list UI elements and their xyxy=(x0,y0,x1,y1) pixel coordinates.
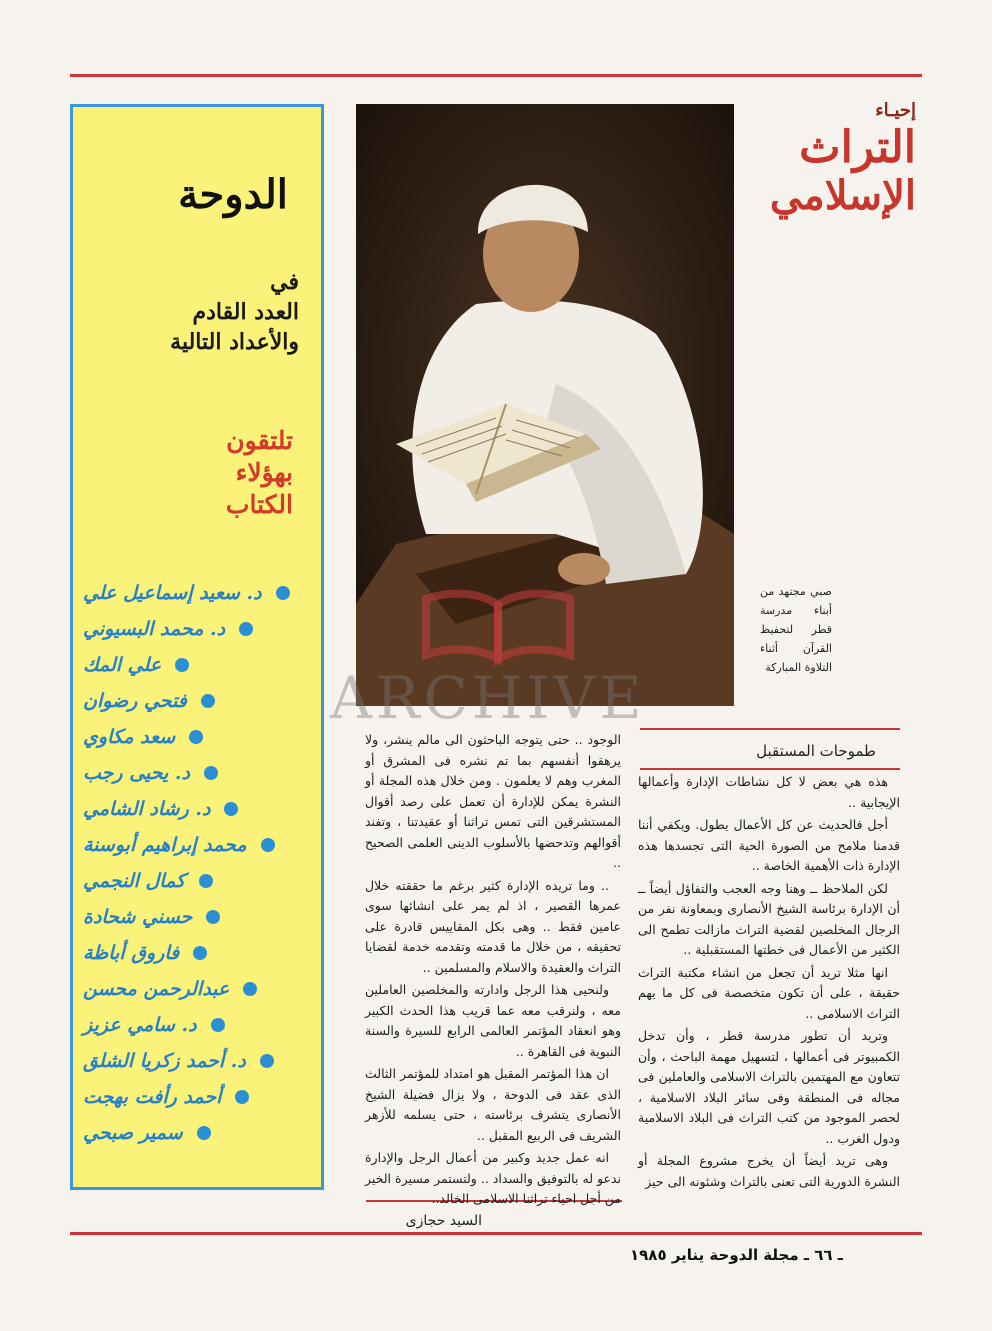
paragraph: لكن الملاحظ ــ وهنا وجه العجب والتفاؤل أيضاً ــ أن الإدارة برئاسة الشيخ الأنصارى وبمعاونة نفر من الرجال المخلصين لقضية التراث مازالت تطمح الى الكثير من الأعمال فى خطتها المستقبلية .. xyxy=(638,880,900,957)
writer-item xyxy=(83,683,313,719)
archive-book-icon xyxy=(418,585,578,663)
bullet-icon xyxy=(235,1090,249,1104)
intro-line: العدد القادم xyxy=(192,299,299,325)
writer-item xyxy=(83,971,313,1007)
bullet-icon xyxy=(243,982,257,996)
writer-name: د. أحمد زكريا الشلق xyxy=(83,1050,246,1072)
bullet-icon xyxy=(197,1126,211,1140)
writer-item xyxy=(83,611,313,647)
intro-line: والأعداد التالية xyxy=(170,329,299,355)
bullet-icon xyxy=(261,838,275,852)
upcoming-writers-box xyxy=(70,104,324,1190)
bullet-icon xyxy=(175,658,189,672)
writer-name: عبدالرحمن محسن xyxy=(83,978,230,1000)
writer-item xyxy=(83,1007,313,1043)
writer-item xyxy=(83,935,313,971)
writer-name: محمد إبراهيم أبوسنة xyxy=(83,834,247,856)
writer-name: سعد مكاوي xyxy=(83,726,176,748)
intro-line: في xyxy=(270,269,299,295)
paragraph: انها مثلا تريد أن تجعل من انشاء مكتبة التراث حقيقة ، على أن تكون متخصصة فى كل ما يهم التراث الاسلامى .. xyxy=(638,964,900,1021)
article-column-left xyxy=(365,730,621,1206)
writer-name: حسني شحادة xyxy=(83,906,193,928)
bullet-icon xyxy=(211,1018,225,1032)
writer-item xyxy=(83,827,313,863)
bullet-icon xyxy=(239,622,253,636)
writers-list xyxy=(83,575,313,1151)
writer-item xyxy=(83,863,313,899)
writer-item xyxy=(83,1043,313,1079)
writer-item xyxy=(83,755,313,791)
paragraph: وتريد أن تطور مدرسة قطر ، وأن تدخل الكمبيوتر فى أعمالها ، لتسهيل مهمة الباحث ، وأن تتعاون مع المهتمين بالتراث الاسلامى والعاملين فى مجاله فى المنطقة وفى سائر البلاد الاسلامية ، لحصر الموجود من كتب التراث فى البلاد الاسلامية ودول الغرب .. xyxy=(638,1028,900,1146)
bullet-icon xyxy=(276,586,290,600)
writer-name: سمير صبحي xyxy=(83,1122,183,1144)
column-rule-2 xyxy=(640,768,900,770)
bullet-icon xyxy=(260,1054,274,1068)
paragraph: ان هذا المؤتمر المقبل هو امتداد للمؤتمر الثالث الذى عقد فى الدوحة ، ولا يزال فضيلة الشيخ الأنصارى يتشرف برئاسته ، حتى يسلمه للأزهر الشريف فى الربيع المقبل .. xyxy=(365,1066,621,1143)
bullet-icon xyxy=(224,802,238,816)
paragraph: الوجود .. حتى يتوجه الباحثون الى مالم ينشر، ولا يرهقوا أنفسهم بما تم نشره فى المشرق أو المغرب وهم لا يعلمون . ومن خلال هذه المجلة أو النشرة يمكن للإدارة أن تعمل على رصد أقوال المستشرقين التى تمس تراثنا أو عقيدتنا ، وتفند أقوالهم وتدحضها بالأسلوب الدينى العلمى الصحيح .. xyxy=(365,732,621,870)
archive-watermark: ARCHIVE xyxy=(330,664,646,732)
series-kicker: إحيـاء xyxy=(875,100,916,121)
writer-name: د. رشاد الشامي xyxy=(83,798,211,820)
writer-name: د. سعيد إسماعيل علي xyxy=(83,582,262,604)
paragraph: هذه هي بعض لا كل نشاطات الإدارة وأعمالها الإيجابية .. xyxy=(638,774,900,810)
bullet-icon xyxy=(189,730,203,744)
writer-name: د. يحيى رجب xyxy=(83,762,191,784)
author-signature: السيد حجازى xyxy=(405,1213,482,1229)
writer-item xyxy=(83,899,313,935)
magazine-logo: الدوحة xyxy=(178,171,288,218)
writer-name: أحمد رأفت بهجت xyxy=(83,1086,222,1108)
next-issue-heading xyxy=(103,267,299,357)
writer-item xyxy=(83,575,313,611)
bullet-icon xyxy=(199,874,213,888)
paragraph: وهى تريد أيضاً أن يخرج مشروع المجلة أو النشرة الدورية التى تعنى بالتراث وشئونه الى حيز xyxy=(638,1153,900,1189)
paragraph: أجل فالحديث عن كل الأعمال يطول. ويكفي أننا قدمنا ملامح من الصورة الحية التى تجسدها هذه الإدارة ذات الأهمية الخاصة .. xyxy=(638,817,900,873)
series-title-line2: الإسلامي xyxy=(769,172,916,219)
page-footer: ـ ٦٦ ـ مجلة الدوحة يناير ١٩٨٥ xyxy=(630,1246,843,1264)
meet-line: الكتاب xyxy=(225,490,293,519)
writer-item xyxy=(83,647,313,683)
writer-item xyxy=(83,719,313,755)
writer-name: د. سامي عزيز xyxy=(83,1014,197,1036)
article-column-right xyxy=(638,772,900,1228)
meet-line: بهؤلاء xyxy=(235,458,293,487)
bullet-icon xyxy=(204,766,218,780)
series-title: التراث xyxy=(799,122,916,173)
paragraph: انه عمل جديد وكبير من أعمال الرجل والإدارة ندعو له بالتوفيق والسداد .. ولتستمر مسيرة الخير من أجل احياء تراثنا الاسلامى الخالد.. xyxy=(365,1150,621,1206)
writer-item xyxy=(83,791,313,827)
paragraph: .. وما تريده الإدارة كثير برغم ما حققته خلال عمرها القصير ، اذ لم يمر على انشائها سوى عامين فقط .. وهى بكل المقاييس قادرة على تحقيقه ، من خلال ما قدمته وتقدمه خدمة لقضايا التراث والعقيدة والاسلام والمسلمين .. xyxy=(365,877,621,975)
photo-caption: صبي مجتهد من أبناء مدرسة قطر لتحفيظ القرآن أثناء التلاوة المباركة xyxy=(760,585,832,674)
writer-name: كمال النجمي xyxy=(83,870,186,892)
writer-name: فتحي رضوان xyxy=(83,690,187,712)
meet-line: تلتقون xyxy=(226,426,293,455)
meet-writers-heading xyxy=(113,425,293,521)
top-rule xyxy=(70,74,922,77)
bullet-icon xyxy=(193,946,207,960)
bottom-rule xyxy=(70,1232,922,1235)
section-subhead: طموحات المستقبل xyxy=(756,742,876,760)
writer-item xyxy=(83,1079,313,1115)
column-rule-1 xyxy=(640,728,900,730)
writer-name: د. محمد البسيوني xyxy=(83,618,226,640)
writer-name: فاروق أباظة xyxy=(83,942,180,964)
writer-name: علي المك xyxy=(83,654,162,676)
bullet-icon xyxy=(201,694,215,708)
writer-item xyxy=(83,1115,313,1151)
bullet-icon xyxy=(206,910,220,924)
paragraph: ولنحيى هذا الرجل وادارته والمخلصين العاملين معه ، ولنرقب معه عما قريب هذا الحدث الكبير وهو انعقاد المؤتمر العالمى الرابع للسيرة والسنة النبوية فى القاهرة .. xyxy=(365,982,621,1059)
